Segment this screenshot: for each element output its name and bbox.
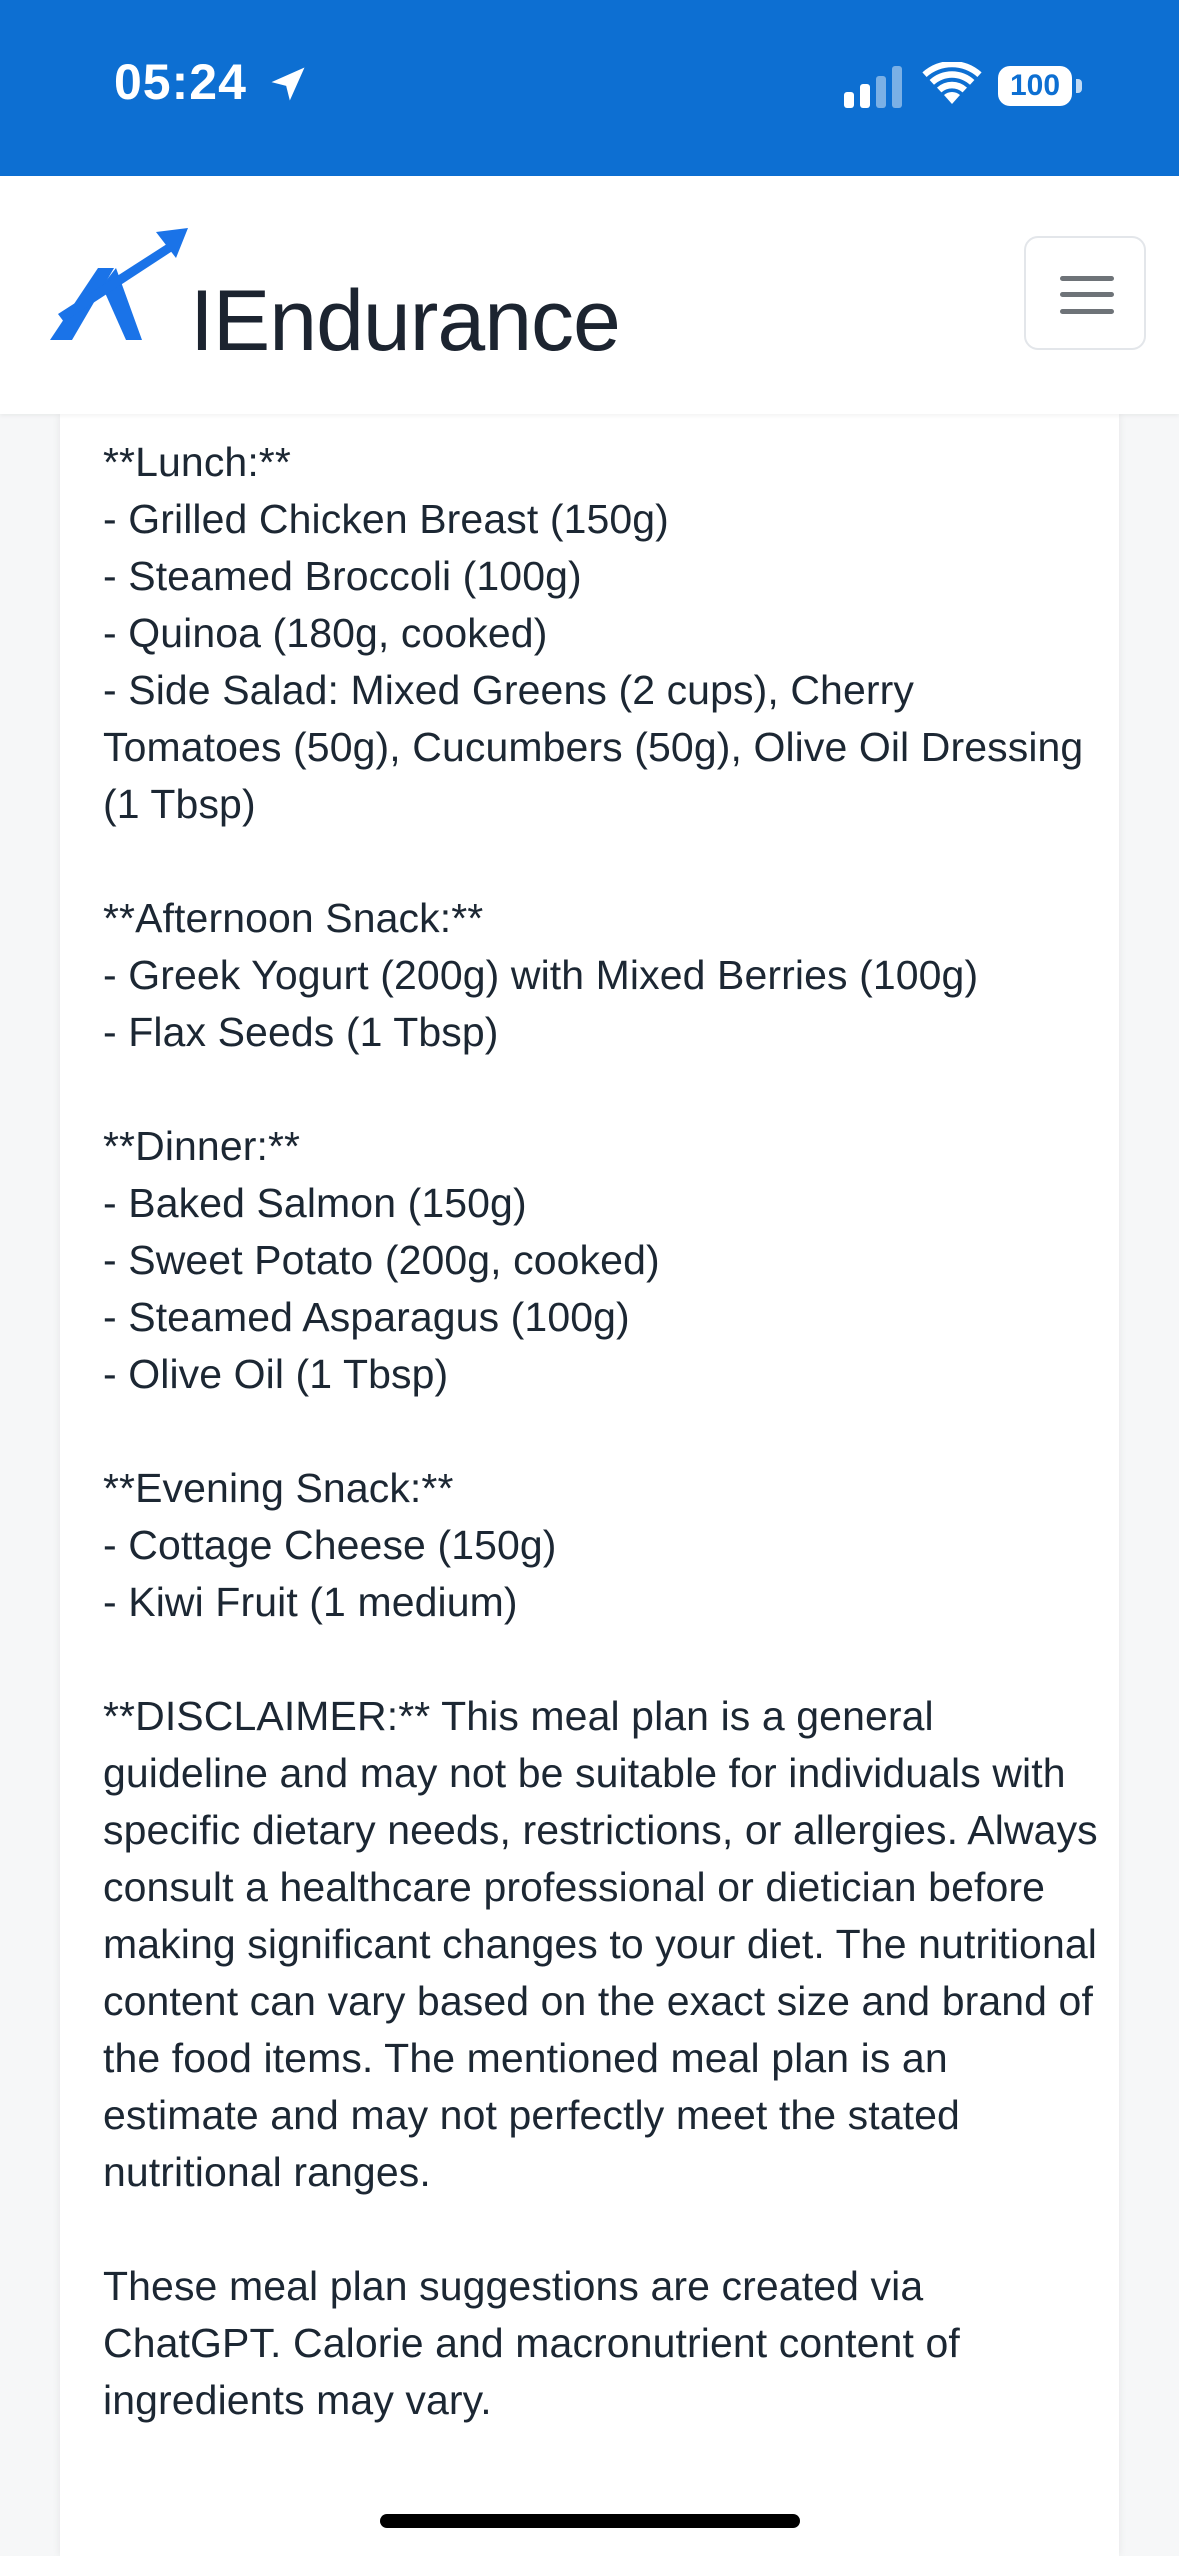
logo-text: IEndurance: [190, 273, 620, 369]
hamburger-menu-icon: [1060, 276, 1114, 314]
status-bar: [0, 0, 1179, 176]
menu-button[interactable]: [1024, 236, 1146, 350]
site-header: [0, 176, 1179, 414]
meal-plan-text: **Lunch:** - Grilled Chicken Breast (150g) - Steamed Broccoli (100g) - Quinoa (180g, cooked) - Side Salad: Mixed Greens (2 cups), Cherry Tomatoes (50g), Cucumbers (50g), Olive Oil Dressing (1 Tbsp) **Afternoon Snack:** - Greek Yogurt (200g) with Mixed Berries (100g) - Flax Seeds (1 Tbsp) **Dinner:** - Baked Salmon (150g) - Sweet Potato (200g, cooked) - Steamed Asparagus (100g) - Olive Oil (1 Tbsp) **Evening Snack:** - Cottage Cheese (150g) - Kiwi Fruit (1 medium) **DISCLAIMER:** This meal plan is a general guideline and may not be suitable for individuals with specific dietary needs, restrictions, or allergies. Always consult a healthcare professional or dietician before making significant changes to your diet. The nutritional content can vary based on the exact size and brand of the food items. The mentioned meal plan is an estimate and may not perfectly meet the stated nutritional ranges. These meal plan suggestions are created via ChatGPT. Calorie and macronutrient content of ingredients may vary.: [103, 439, 1098, 2423]
wifi-icon: [922, 62, 982, 108]
home-indicator: [380, 2514, 800, 2528]
status-time: 05:24: [114, 54, 247, 110]
location-arrow-icon: [266, 62, 310, 106]
battery-level: 100: [1009, 69, 1061, 102]
meal-plan-card: [60, 414, 1119, 2556]
logo-mark-icon: [50, 228, 200, 358]
battery-nub: [1076, 79, 1082, 93]
cellular-signal-icon: [844, 66, 904, 108]
ai-endurance-logo[interactable]: [50, 228, 620, 369]
battery-indicator: [998, 66, 1072, 106]
